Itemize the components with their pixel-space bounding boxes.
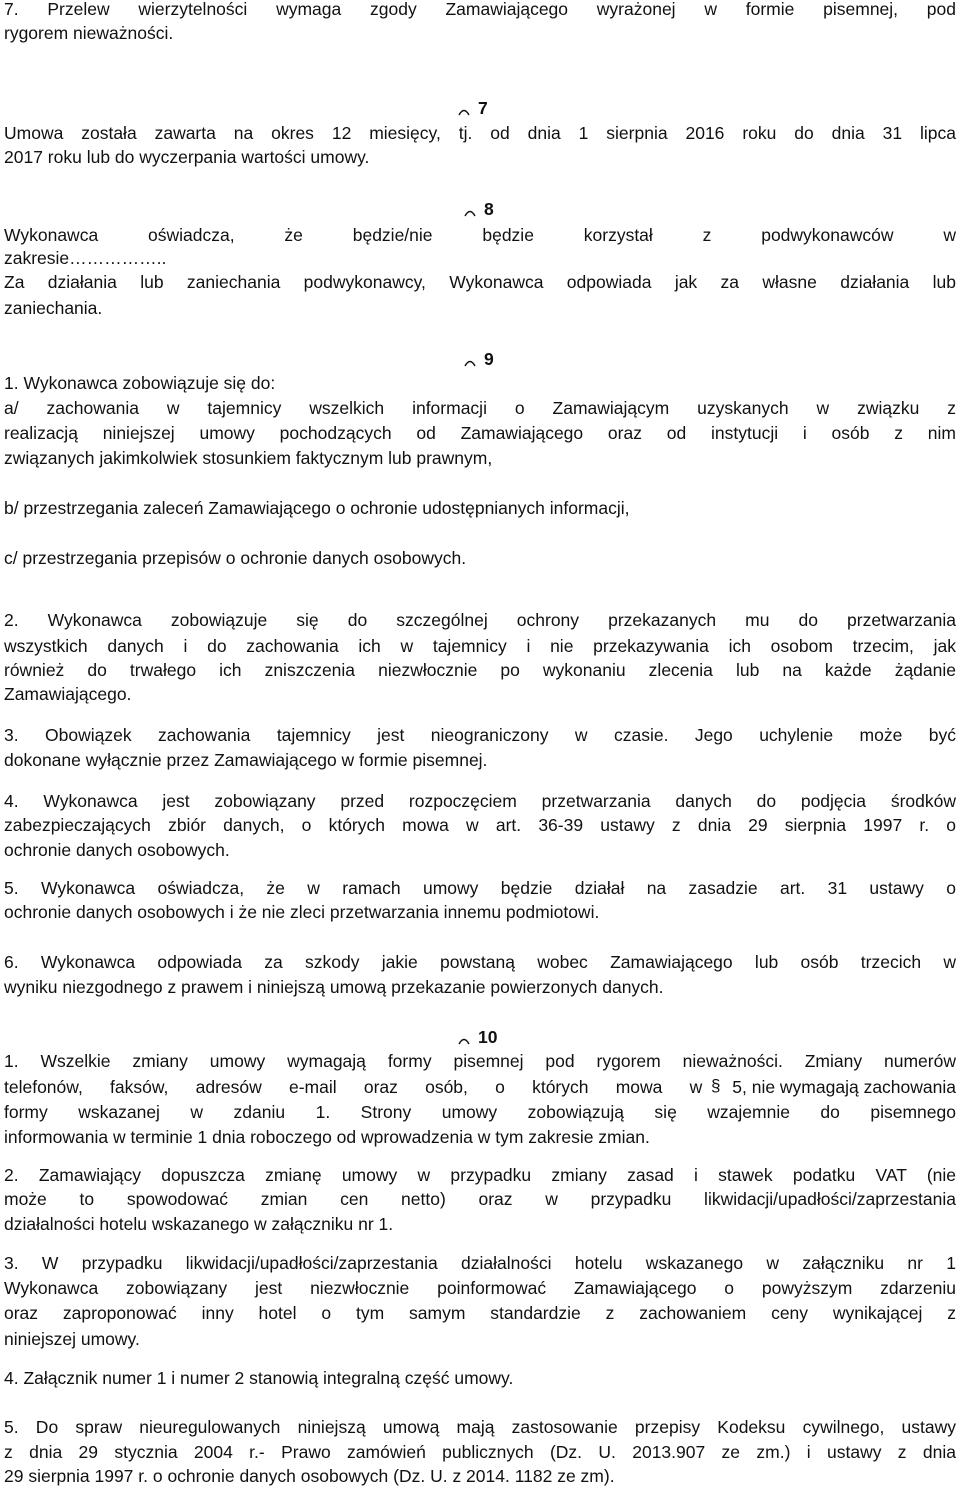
body-text: rygorem nieważności.: [4, 23, 174, 43]
body-text: zakresie……………..: [4, 248, 167, 268]
body-text: 5, nie wymagają zachowania: [732, 1077, 956, 1097]
body-text: działalności hotelu wskazanego w załączniku nr 1.: [4, 1214, 394, 1234]
section-sign-icon: [456, 1026, 472, 1048]
body-text: 4. Załącznik numer 1 i numer 2 stanowią integralną część umowy.: [4, 1368, 514, 1388]
body-text: a/ zachowania w tajemnicy wszelkich informacji o Zamawiającym uzyskanych w związku z: [4, 398, 956, 418]
body-text: Wykonawca oświadcza, że będzie/nie będzie korzystał z podwykonawców w: [4, 225, 956, 245]
body-text: 3. W przypadku likwidacji/upadłości/zaprzestania działalności hotelu wskazanego w załączniku nr 1: [4, 1253, 956, 1273]
section-heading-9: 9: [462, 348, 494, 370]
body-text: c/ przestrzegania przepisów o ochronie danych osobowych.: [4, 548, 467, 568]
body-text: zabezpieczających zbiór danych, o których mowa w art. 36-39 ustawy z dnia 29 sierpnia 1997 r. o: [4, 815, 956, 835]
body-text: oraz zaproponować inny hotel o tym samym standardzie z zachowaniem ceny wynikającej z: [4, 1303, 956, 1323]
body-text: 2. Wykonawca zobowiązuje się do szczególnej ochrony przekazanych mu do przetwarzania: [4, 610, 956, 630]
body-text: b/ przestrzegania zaleceń Zamawiającego o ochronie udostępnianych informacji,: [4, 498, 630, 518]
svg-text:§: §: [711, 1076, 721, 1094]
body-text-with-section-ref: [4, 1076, 956, 1098]
body-text: telefonów, faksów, adresów e-mail oraz osób, o których mowa w: [4, 1077, 703, 1097]
section-heading-8: 8: [462, 198, 494, 220]
body-text: Za działania lub zaniechania podwykonawcy, Wykonawca odpowiada jak za własne działania lub: [4, 272, 956, 292]
body-text: Wykonawca zobowiązany jest niezwłocznie poinformować Zamawiającego o powyższym zdarzeniu: [4, 1278, 956, 1298]
body-text: 6. Wykonawca odpowiada za szkody jakie powstaną wobec Zamawiającego lub osób trzecich w: [4, 952, 956, 972]
body-text: niniejszej umowy.: [4, 1329, 140, 1349]
section-sign-icon: [462, 198, 478, 220]
body-text: również do trwałego ich zniszczenia niezwłocznie po wykonaniu zlecenia lub na każde żądanie: [4, 660, 956, 680]
section-heading-7: 7: [456, 97, 488, 119]
body-text: ochronie danych osobowych i że nie zleci przetwarzania innemu podmiotowi.: [4, 902, 600, 922]
body-text: formy wskazanej w zdaniu 1. Strony umowy zobowiązują się wzajemnie do pisemnego: [4, 1102, 956, 1122]
body-text: 1. Wykonawca zobowiązuje się do:: [4, 373, 276, 393]
body-text: 2017 roku lub do wyczerpania wartości umowy.: [4, 147, 370, 167]
body-text: Umowa została zawarta na okres 12 miesięcy, tj. od dnia 1 sierpnia 2016 roku do dnia 31 lipca: [4, 123, 956, 143]
body-text: dokonane wyłącznie przez Zamawiającego w formie pisemnej.: [4, 750, 488, 770]
section-sign-icon: [462, 348, 478, 370]
body-text: zaniechania.: [4, 298, 103, 318]
body-text: 29 sierpnia 1997 r. o ochronie danych osobowych (Dz. U. z 2014. 1182 ze zm).: [4, 1466, 615, 1486]
body-text: wszystkich danych i do zachowania ich w tajemnicy i nie przekazywania ich osobom trzecim, jak: [4, 636, 956, 656]
section-sign-icon: [456, 97, 472, 119]
body-text: 2. Zamawiający dopuszcza zmianę umowy w przypadku zmiany zasad i stawek podatku VAT (nie: [4, 1165, 956, 1185]
section-heading-10: 10: [456, 1026, 497, 1048]
body-text: związanych jakimkolwiek stosunkiem faktycznym lub prawnym,: [4, 448, 493, 468]
body-text: z dnia 29 stycznia 2004 r.- Prawo zamówień publicznych (Dz. U. 2013.907 ze zm.) i ustawy z dnia: [4, 1442, 956, 1462]
body-text: 4. Wykonawca jest zobowiązany przed rozpoczęciem przetwarzania danych do podjęcia środków: [4, 791, 956, 811]
body-text: wyniku niezgodnego z prawem i niniejszą umową przekazanie powierzonych danych.: [4, 977, 664, 997]
body-text: 5. Do spraw nieuregulowanych niniejszą umową mają zastosowanie przepisy Kodeksu cywilnego, ustawy: [4, 1417, 956, 1437]
body-text: 5. Wykonawca oświadcza, że w ramach umowy będzie działał na zasadzie art. 31 ustawy o: [4, 878, 956, 898]
body-text: Zamawiającego.: [4, 684, 132, 704]
body-text: informowania w terminie 1 dnia roboczego od wprowadzenia w tym zakresie zmian.: [4, 1127, 650, 1147]
body-text: 1. Wszelkie zmiany umowy wymagają formy pisemnej pod rygorem nieważności. Zmiany numerów: [4, 1051, 956, 1071]
section-sign-icon: [710, 1076, 724, 1094]
body-text: 3. Obowiązek zachowania tajemnicy jest nieograniczony w czasie. Jego uchylenie może być: [4, 725, 956, 745]
body-text: 7. Przelew wierzytelności wymaga zgody Zamawiającego wyrażonej w formie pisemnej, pod: [4, 0, 956, 19]
body-text: może to spowodować zmian cen netto) oraz w przypadku likwidacji/upadłości/zaprzestania: [4, 1189, 956, 1209]
body-text: ochronie danych osobowych.: [4, 840, 230, 860]
body-text: realizacją niniejszej umowy pochodzących od Zamawiającego oraz od instytucji i osób z nim: [4, 423, 956, 443]
